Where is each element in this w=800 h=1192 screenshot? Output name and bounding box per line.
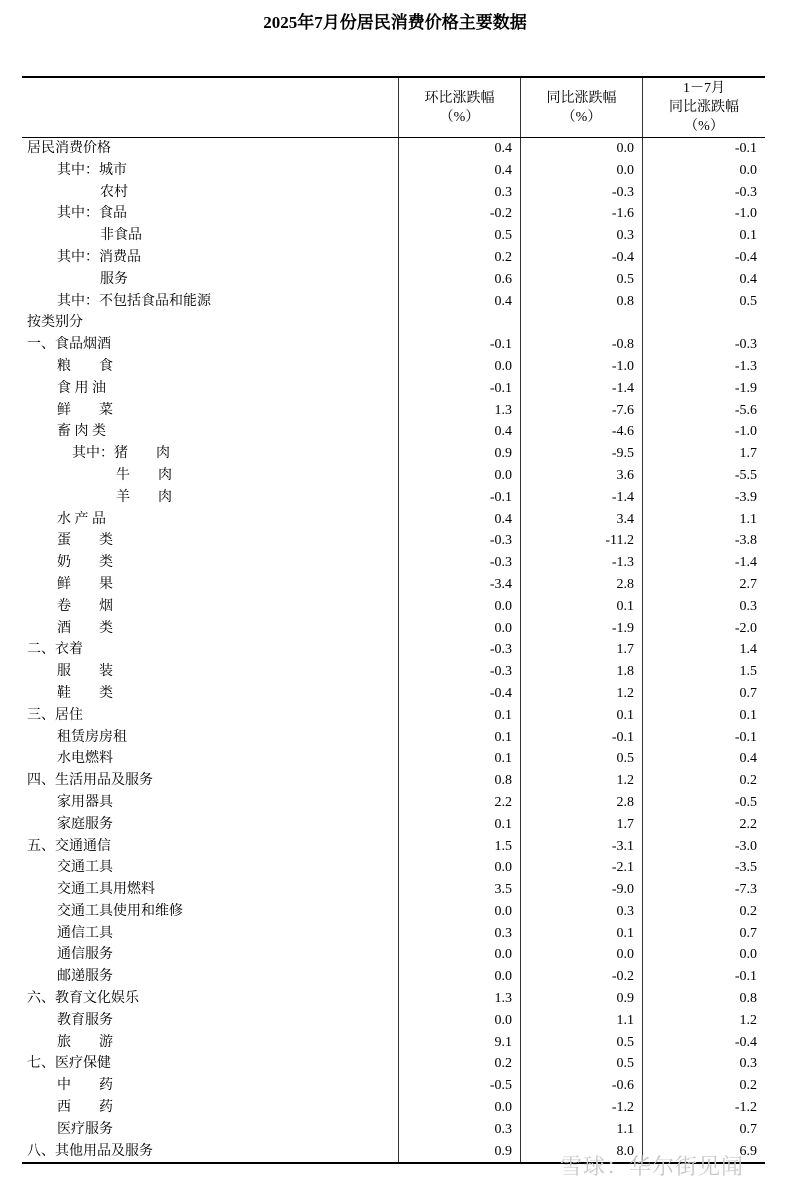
value-mom: 0.0 xyxy=(398,596,520,618)
value-yoy: -0.1 xyxy=(520,727,642,749)
value-mom: 0.4 xyxy=(398,160,520,182)
value-mom: 0.9 xyxy=(398,443,520,465)
cpi-table xyxy=(22,76,765,1164)
row-label: 中 药 xyxy=(57,1078,113,1094)
row-label: 服 装 xyxy=(57,664,113,680)
row-label: 酒 类 xyxy=(57,620,113,636)
value-ytd: 0.7 xyxy=(642,923,765,945)
value-mom xyxy=(398,312,520,334)
value-ytd: 0.2 xyxy=(642,901,765,923)
value-yoy: 2.8 xyxy=(520,574,642,596)
value-mom: -0.4 xyxy=(398,683,520,705)
row-label: 水 产 品 xyxy=(57,511,106,527)
value-yoy: -1.4 xyxy=(520,487,642,509)
value-yoy: -3.1 xyxy=(520,836,642,858)
table-row xyxy=(22,705,765,727)
value-ytd: 0.1 xyxy=(642,705,765,727)
value-yoy: -0.2 xyxy=(520,966,642,988)
value-yoy: 0.0 xyxy=(520,944,642,966)
row-label: 四、生活用品及服务 xyxy=(27,773,153,789)
value-yoy: -2.1 xyxy=(520,857,642,879)
row-label: 牛 肉 xyxy=(116,467,172,483)
table-row xyxy=(22,1010,765,1032)
value-ytd: -3.8 xyxy=(642,530,765,552)
value-yoy: 0.1 xyxy=(520,705,642,727)
table-row xyxy=(22,1032,765,1054)
row-label: 畜 肉 类 xyxy=(57,424,106,440)
value-yoy: -0.3 xyxy=(520,182,642,204)
value-yoy: -9.0 xyxy=(520,879,642,901)
value-yoy: -1.2 xyxy=(520,1097,642,1119)
value-ytd: -0.5 xyxy=(642,792,765,814)
row-label: 七、医疗保健 xyxy=(27,1056,111,1072)
table-body xyxy=(22,138,765,1162)
value-yoy: 0.5 xyxy=(520,1053,642,1075)
value-mom: 0.0 xyxy=(398,901,520,923)
value-ytd: 0.4 xyxy=(642,748,765,770)
value-mom: 0.4 xyxy=(398,138,520,160)
table-row xyxy=(22,1097,765,1119)
value-mom: 0.0 xyxy=(398,944,520,966)
value-mom: 0.0 xyxy=(398,1097,520,1119)
row-label: 按类别分 xyxy=(27,315,83,331)
header-mom-line: 环比涨跌幅 xyxy=(424,90,495,106)
value-mom: -0.1 xyxy=(398,334,520,356)
row-label: 其中：猪 肉 xyxy=(72,446,170,462)
row-label: 家庭服务 xyxy=(57,816,113,832)
value-mom: 0.2 xyxy=(398,247,520,269)
value-ytd: -1.4 xyxy=(642,552,765,574)
value-mom: 0.1 xyxy=(398,705,520,727)
row-label: 西 药 xyxy=(57,1100,113,1116)
value-mom: 1.5 xyxy=(398,836,520,858)
table-row xyxy=(22,530,765,552)
row-label: 交通工具使用和维修 xyxy=(57,903,183,919)
value-ytd: 1.7 xyxy=(642,443,765,465)
row-label: 六、教育文化娱乐 xyxy=(27,991,139,1007)
value-mom: 1.3 xyxy=(398,400,520,422)
row-label: 羊 肉 xyxy=(116,489,172,505)
row-label: 一、食品烟酒 xyxy=(27,337,111,353)
value-yoy: 8.0 xyxy=(520,1141,642,1163)
value-ytd: -3.0 xyxy=(642,836,765,858)
table-row xyxy=(22,727,765,749)
value-ytd: -1.0 xyxy=(642,203,765,225)
header-mom xyxy=(398,78,520,137)
value-ytd: -1.0 xyxy=(642,421,765,443)
watermark: 雪球：华尔街见闻 xyxy=(560,1155,745,1180)
value-ytd: -0.3 xyxy=(642,334,765,356)
value-mom: 0.2 xyxy=(398,1053,520,1075)
value-ytd: 0.4 xyxy=(642,269,765,291)
row-label: 蛋 类 xyxy=(57,533,113,549)
table-row xyxy=(22,356,765,378)
value-mom: 0.0 xyxy=(398,356,520,378)
value-yoy: 0.3 xyxy=(520,901,642,923)
value-yoy: 0.1 xyxy=(520,923,642,945)
value-ytd: 0.0 xyxy=(642,944,765,966)
value-mom: -3.4 xyxy=(398,574,520,596)
value-mom: 0.4 xyxy=(398,509,520,531)
value-ytd: 2.7 xyxy=(642,574,765,596)
value-mom: 0.0 xyxy=(398,857,520,879)
value-ytd: -2.0 xyxy=(642,618,765,640)
row-label: 八、其他用品及服务 xyxy=(27,1143,153,1159)
row-label: 家用器具 xyxy=(57,794,113,810)
row-label: 五、交通通信 xyxy=(27,838,111,854)
row-label: 租赁房房租 xyxy=(57,729,127,745)
table-row xyxy=(22,639,765,661)
table-row xyxy=(22,378,765,400)
value-yoy: -0.8 xyxy=(520,334,642,356)
table-row xyxy=(22,247,765,269)
value-mom: 0.3 xyxy=(398,182,520,204)
page-title: 2025年7月份居民消费价格主要数据 xyxy=(263,13,527,32)
value-yoy: 0.5 xyxy=(520,1032,642,1054)
value-ytd: 0.1 xyxy=(642,225,765,247)
value-mom: -0.3 xyxy=(398,530,520,552)
value-ytd: 0.2 xyxy=(642,1075,765,1097)
value-mom: -0.1 xyxy=(398,378,520,400)
table-row xyxy=(22,552,765,574)
value-yoy: 0.0 xyxy=(520,160,642,182)
row-label: 三、居住 xyxy=(27,707,83,723)
table-row xyxy=(22,574,765,596)
table-row xyxy=(22,770,765,792)
row-label: 邮递服务 xyxy=(57,969,113,985)
table-row xyxy=(22,203,765,225)
row-label: 旅 游 xyxy=(57,1034,113,1050)
value-ytd: 0.3 xyxy=(642,1053,765,1075)
value-ytd: 0.8 xyxy=(642,988,765,1010)
row-label: 非食品 xyxy=(100,228,142,244)
value-ytd: 1.2 xyxy=(642,1010,765,1032)
value-yoy: 0.5 xyxy=(520,748,642,770)
table-row xyxy=(22,465,765,487)
value-mom: 0.1 xyxy=(398,814,520,836)
value-yoy: 1.1 xyxy=(520,1010,642,1032)
table-row xyxy=(22,509,765,531)
row-label: 鞋 类 xyxy=(57,685,113,701)
row-label: 农村 xyxy=(100,184,128,200)
table-header xyxy=(22,78,765,138)
value-yoy: 0.1 xyxy=(520,596,642,618)
value-ytd: 1.1 xyxy=(642,509,765,531)
value-yoy: -0.4 xyxy=(520,247,642,269)
value-mom: 0.3 xyxy=(398,1119,520,1141)
value-mom: -0.1 xyxy=(398,487,520,509)
header-ytd-period: 1－7月 xyxy=(683,81,725,96)
table-row xyxy=(22,944,765,966)
header-yoy xyxy=(520,78,642,137)
value-ytd: -0.1 xyxy=(642,727,765,749)
value-mom: 0.0 xyxy=(398,966,520,988)
value-ytd: -0.4 xyxy=(642,1032,765,1054)
value-ytd: -3.5 xyxy=(642,857,765,879)
value-mom: 0.6 xyxy=(398,269,520,291)
value-yoy: 0.8 xyxy=(520,291,642,313)
table-row xyxy=(22,748,765,770)
row-label: 其中：不包括食品和能源 xyxy=(57,293,211,309)
value-yoy: 2.8 xyxy=(520,792,642,814)
table-row xyxy=(22,443,765,465)
table-row xyxy=(22,182,765,204)
value-mom: 0.4 xyxy=(398,291,520,313)
table-row xyxy=(22,923,765,945)
row-label: 粮 食 xyxy=(57,358,113,374)
value-yoy: 0.0 xyxy=(520,138,642,160)
table-row xyxy=(22,879,765,901)
value-ytd: -0.4 xyxy=(642,247,765,269)
value-yoy: 0.3 xyxy=(520,225,642,247)
value-yoy: -11.2 xyxy=(520,530,642,552)
table-row xyxy=(22,988,765,1010)
table-row xyxy=(22,792,765,814)
value-mom: 3.5 xyxy=(398,879,520,901)
value-ytd: 0.5 xyxy=(642,291,765,313)
value-yoy: 1.2 xyxy=(520,770,642,792)
value-ytd: 0.7 xyxy=(642,1119,765,1141)
table-row xyxy=(22,966,765,988)
value-mom: 0.5 xyxy=(398,225,520,247)
table-row xyxy=(22,334,765,356)
table-row xyxy=(22,836,765,858)
row-label: 卷 烟 xyxy=(57,598,113,614)
value-yoy: 1.8 xyxy=(520,661,642,683)
header-yoy-unit: （%） xyxy=(561,109,602,125)
row-label: 交通工具用燃料 xyxy=(57,882,155,898)
value-yoy: 1.1 xyxy=(520,1119,642,1141)
value-ytd: 2.2 xyxy=(642,814,765,836)
value-yoy: -4.6 xyxy=(520,421,642,443)
value-yoy: -9.5 xyxy=(520,443,642,465)
header-ytd-line: 同比涨跌幅 xyxy=(669,100,739,115)
table-row xyxy=(22,1075,765,1097)
header-ytd xyxy=(642,78,765,137)
value-ytd: -5.5 xyxy=(642,465,765,487)
table-row xyxy=(22,1119,765,1141)
value-ytd: 6.9 xyxy=(642,1141,765,1163)
value-mom: -0.2 xyxy=(398,203,520,225)
value-mom: 1.3 xyxy=(398,988,520,1010)
value-yoy: 3.6 xyxy=(520,465,642,487)
value-ytd xyxy=(642,312,765,334)
value-ytd: -1.2 xyxy=(642,1097,765,1119)
header-ytd-unit: （%） xyxy=(684,119,724,134)
value-yoy xyxy=(520,312,642,334)
table-row xyxy=(22,225,765,247)
value-ytd: -7.3 xyxy=(642,879,765,901)
value-yoy: -0.6 xyxy=(520,1075,642,1097)
value-mom: 0.8 xyxy=(398,770,520,792)
value-mom: 0.3 xyxy=(398,923,520,945)
value-yoy: -1.9 xyxy=(520,618,642,640)
value-mom: 0.0 xyxy=(398,465,520,487)
row-label: 鲜 菜 xyxy=(57,402,113,418)
table-row xyxy=(22,421,765,443)
value-yoy: -1.3 xyxy=(520,552,642,574)
value-yoy: 1.2 xyxy=(520,683,642,705)
value-ytd: -1.9 xyxy=(642,378,765,400)
table-row xyxy=(22,618,765,640)
row-label: 教育服务 xyxy=(57,1012,113,1028)
value-mom: 0.0 xyxy=(398,1010,520,1032)
value-mom: 0.0 xyxy=(398,618,520,640)
table-row xyxy=(22,487,765,509)
table-row xyxy=(22,1053,765,1075)
row-label: 二、衣着 xyxy=(27,642,83,658)
header-yoy-line: 同比涨跌幅 xyxy=(546,90,617,106)
row-label: 水电燃料 xyxy=(57,751,113,767)
value-yoy: 1.7 xyxy=(520,814,642,836)
row-label: 其中：城市 xyxy=(57,162,127,178)
value-ytd: 1.4 xyxy=(642,639,765,661)
row-label: 其中：消费品 xyxy=(57,249,141,265)
table-row xyxy=(22,661,765,683)
row-label: 奶 类 xyxy=(57,555,113,571)
value-mom: -0.3 xyxy=(398,639,520,661)
value-yoy: 1.7 xyxy=(520,639,642,661)
row-label: 通信服务 xyxy=(57,947,113,963)
value-ytd: -1.3 xyxy=(642,356,765,378)
value-mom: 0.1 xyxy=(398,727,520,749)
value-yoy: 0.5 xyxy=(520,269,642,291)
value-ytd: 1.5 xyxy=(642,661,765,683)
table-row xyxy=(22,400,765,422)
value-mom: -0.3 xyxy=(398,661,520,683)
value-mom: 0.1 xyxy=(398,748,520,770)
row-label: 医疗服务 xyxy=(57,1121,113,1137)
row-label: 鲜 果 xyxy=(57,576,113,592)
value-yoy: 0.9 xyxy=(520,988,642,1010)
table-row xyxy=(22,596,765,618)
value-ytd: -0.1 xyxy=(642,966,765,988)
value-ytd: -0.3 xyxy=(642,182,765,204)
row-label: 服务 xyxy=(100,271,128,287)
value-mom: 0.4 xyxy=(398,421,520,443)
value-ytd: 0.0 xyxy=(642,160,765,182)
row-label: 食 用 油 xyxy=(57,380,106,396)
value-ytd: 0.3 xyxy=(642,596,765,618)
table-row xyxy=(22,160,765,182)
value-yoy: -1.0 xyxy=(520,356,642,378)
value-ytd: 0.7 xyxy=(642,683,765,705)
value-yoy: -7.6 xyxy=(520,400,642,422)
header-label-column xyxy=(22,78,398,137)
value-ytd: -5.6 xyxy=(642,400,765,422)
value-yoy: -1.4 xyxy=(520,378,642,400)
value-yoy: -1.6 xyxy=(520,203,642,225)
header-mom-unit: （%） xyxy=(439,109,480,125)
table-row xyxy=(22,138,765,160)
table-row xyxy=(22,901,765,923)
value-ytd: -3.9 xyxy=(642,487,765,509)
value-ytd: -0.1 xyxy=(642,138,765,160)
row-label: 居民消费价格 xyxy=(27,141,111,156)
value-yoy: 3.4 xyxy=(520,509,642,531)
value-mom: 0.9 xyxy=(398,1141,520,1163)
table-row xyxy=(22,683,765,705)
table-row xyxy=(22,291,765,313)
row-label: 通信工具 xyxy=(57,925,113,941)
value-mom: 9.1 xyxy=(398,1032,520,1054)
row-label: 其中：食品 xyxy=(57,206,127,222)
value-mom: -0.3 xyxy=(398,552,520,574)
value-mom: 2.2 xyxy=(398,792,520,814)
row-label: 交通工具 xyxy=(57,860,113,876)
table-row xyxy=(22,269,765,291)
value-mom: -0.5 xyxy=(398,1075,520,1097)
value-ytd: 0.2 xyxy=(642,770,765,792)
table-row xyxy=(22,857,765,879)
table-row xyxy=(22,814,765,836)
table-row xyxy=(22,312,765,334)
